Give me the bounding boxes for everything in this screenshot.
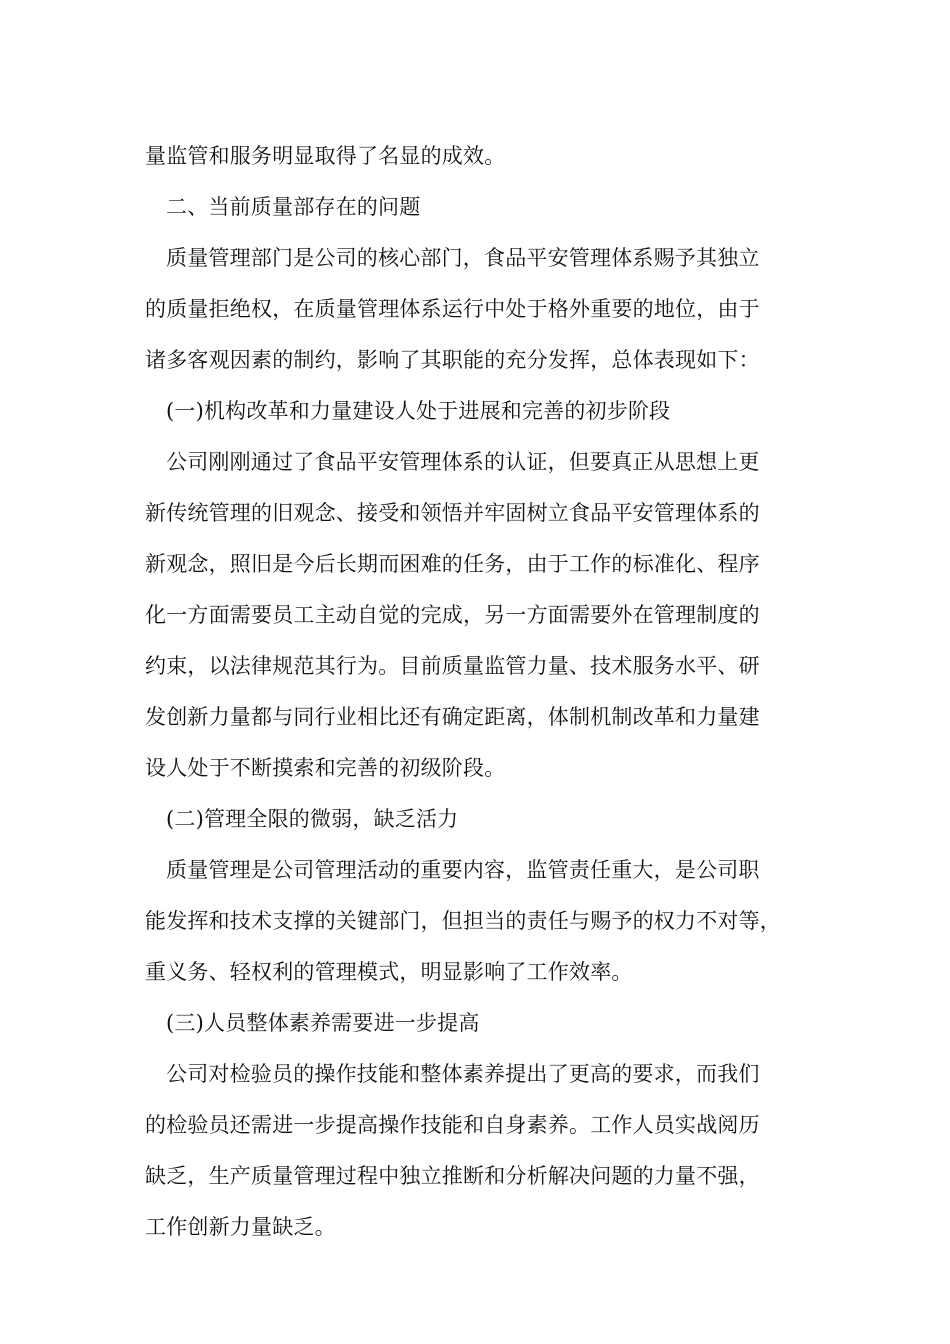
text-line: 缺乏，生产质量管理过程中独立推断和分析解决问题的力量不强， bbox=[145, 1164, 760, 1188]
text-line: 的检验员还需进一步提高操作技能和自身素养。工作人员实战阅历 bbox=[145, 1113, 760, 1137]
text-line: 设人处于不断摸索和完善的初级阶段。 bbox=[145, 756, 506, 780]
subsection-heading: (二)管理全限的微弱，缺乏活力 bbox=[166, 807, 459, 831]
text-line: 公司刚刚通过了食品平安管理体系的认证，但要真正从思想上更 bbox=[166, 450, 760, 474]
text-line: 质量管理是公司管理活动的重要内容，监管责任重大，是公司职 bbox=[166, 858, 760, 882]
text-line: 能发挥和技术支撑的关键部门，但担当的责任与赐予的权力不对等， bbox=[145, 909, 781, 933]
text-line: 工作创新力量缺乏。 bbox=[145, 1215, 336, 1239]
text-line: 重义务、轻权利的管理模式，明显影响了工作效率。 bbox=[145, 960, 633, 984]
text-line: 公司对检验员的操作技能和整体素养提出了更高的要求，而我们 bbox=[166, 1062, 760, 1086]
section-heading: 二、当前质量部存在的问题 bbox=[166, 195, 421, 219]
document-body bbox=[145, 131, 825, 1253]
text-line: 诸多客观因素的制约，影响了其职能的充分发挥，总体表现如下： bbox=[145, 348, 760, 372]
text-line: 约束，以法律规范其行为。目前质量监管力量、技术服务水平、研 bbox=[145, 654, 760, 678]
text-line: 量监管和服务明显取得了名显的成效。 bbox=[145, 144, 506, 168]
subsection-heading: (三)人员整体素养需要进一步提高 bbox=[166, 1011, 480, 1035]
text-line: 质量管理部门是公司的核心部门，食品平安管理体系赐予其独立 bbox=[166, 246, 760, 270]
text-line: 新观念，照旧是今后长期而困难的任务，由于工作的标准化、程序 bbox=[145, 552, 760, 576]
text-line: 化一方面需要员工主动自觉的完成，另一方面需要外在管理制度的 bbox=[145, 603, 760, 627]
text-line: 发创新力量都与同行业相比还有确定距离，体制机制改革和力量建 bbox=[145, 705, 760, 729]
text-line: 新传统管理的旧观念、接受和领悟并牢固树立食品平安管理体系的 bbox=[145, 501, 760, 525]
subsection-heading: (一)机构改革和力量建设人处于进展和完善的初步阶段 bbox=[166, 399, 671, 423]
text-line: 的质量拒绝权，在质量管理体系运行中处于格外重要的地位，由于 bbox=[145, 297, 760, 321]
